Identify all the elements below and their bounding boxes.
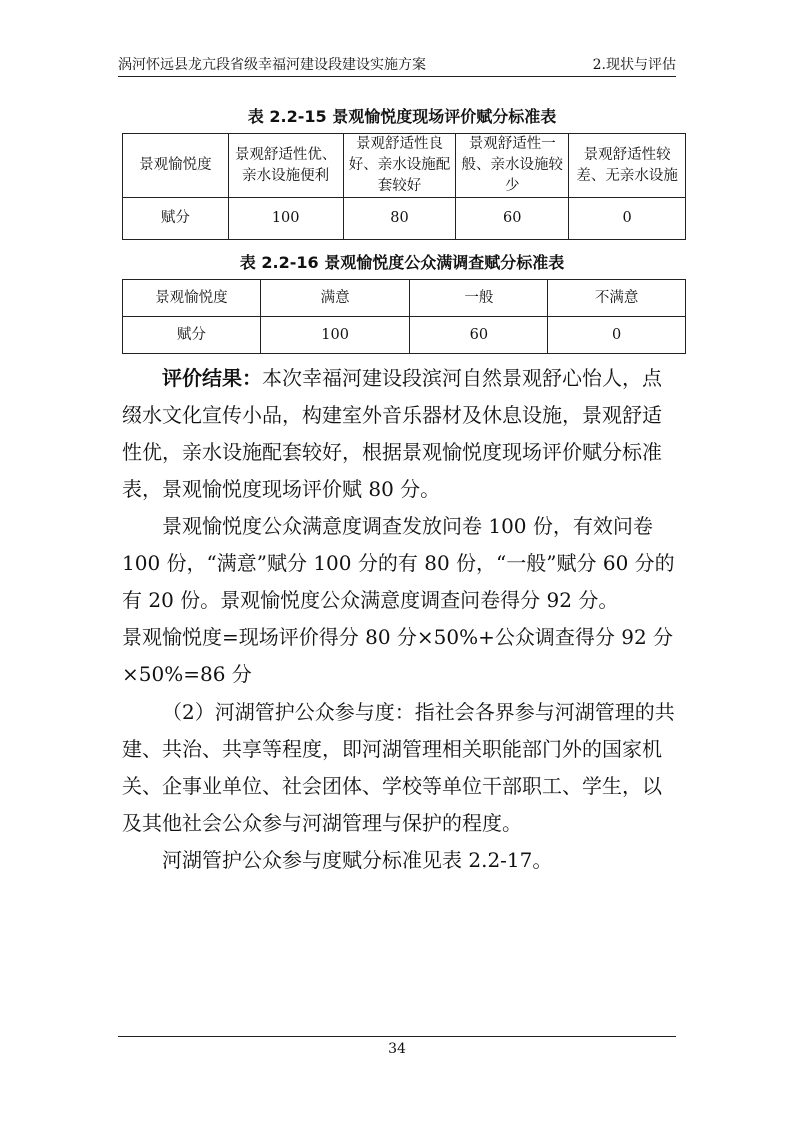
- table1-score-row: [123, 198, 686, 240]
- table-cell: 80: [343, 198, 456, 240]
- reference-paragraph: 河湖管护公众参与度赋分标准见表 2.2-17。: [162, 848, 553, 872]
- table-cell: 满意: [260, 280, 410, 317]
- table-cell: 100: [260, 317, 410, 354]
- table-cell: 景观愉悦度: [123, 280, 261, 317]
- table-cell: 赋分: [123, 198, 229, 240]
- table-cell: 0: [548, 317, 686, 354]
- participation-paragraph: （2）河湖管护公众参与度：指社会各界参与河湖管理的共建、共治、共享等程度，即河湖管理相关职能部门外的国家机关、企事业单位、社会团体、学校等单位干部职工、学生，以及其他社会公众参与河湖管理与保护的程度。: [122, 700, 675, 835]
- table2-caption: 表 2.2-16 景观愉悦度公众满调查赋分标准表: [239, 253, 565, 272]
- table-cell: 60: [456, 198, 569, 240]
- table-cell: 景观舒适性优、亲水设施便利: [228, 134, 343, 198]
- table2-header-row: [123, 280, 686, 317]
- evaluation-result-paragraph: [122, 360, 680, 508]
- page-footer: [118, 1036, 676, 1057]
- table-cell: 景观舒适性较差、无亲水设施: [569, 134, 686, 198]
- table1-header-row: [123, 134, 686, 198]
- result-text: 本次幸福河建设段滨河自然景观舒心怡人，点缀水文化宣传小品，构建室外音乐器材及休息设施，景观舒适性优，亲水设施配套较好，根据景观愉悦度现场评价赋分标准表，景观愉悦度现场评价赋 80 分。: [122, 366, 662, 501]
- table-cell: 景观舒适性一般、亲水设施较少: [456, 134, 569, 198]
- table2: [122, 279, 686, 354]
- table2-score-row: [123, 317, 686, 354]
- table-cell: 景观舒适性良好、亲水设施配套较好: [343, 134, 456, 198]
- table-cell: 景观愉悦度: [123, 134, 229, 198]
- table-cell: 0: [569, 198, 686, 240]
- table-cell: 一般: [410, 280, 548, 317]
- table1-caption: 表 2.2-15 景观愉悦度现场评价赋分标准表: [247, 107, 557, 126]
- table-cell: 不满意: [548, 280, 686, 317]
- page-number: 34: [388, 1041, 406, 1057]
- survey-paragraph: 景观愉悦度公众满意度调查发放问卷 100 份，有效问卷 100 份，“满意”赋分 100 分的有 80 份，“一般”赋分 60 分的有 20 份。景观愉悦度公众满意度调查问卷得分 92 分。: [122, 514, 675, 612]
- formula-paragraph: 景观愉悦度=现场评价得分 80 分×50%+公众调查得分 92 分×50%=86 分: [122, 625, 674, 686]
- page-header: [118, 50, 676, 77]
- table-cell: 100: [228, 198, 343, 240]
- document-title: 涡河怀远县龙亢段省级幸福河建设段建设实施方案: [118, 57, 426, 73]
- table-cell: 60: [410, 317, 548, 354]
- section-title: 2.现状与评估: [592, 57, 676, 73]
- table1: [122, 133, 686, 240]
- result-label: 评价结果：: [162, 366, 262, 390]
- table-cell: 赋分: [123, 317, 261, 354]
